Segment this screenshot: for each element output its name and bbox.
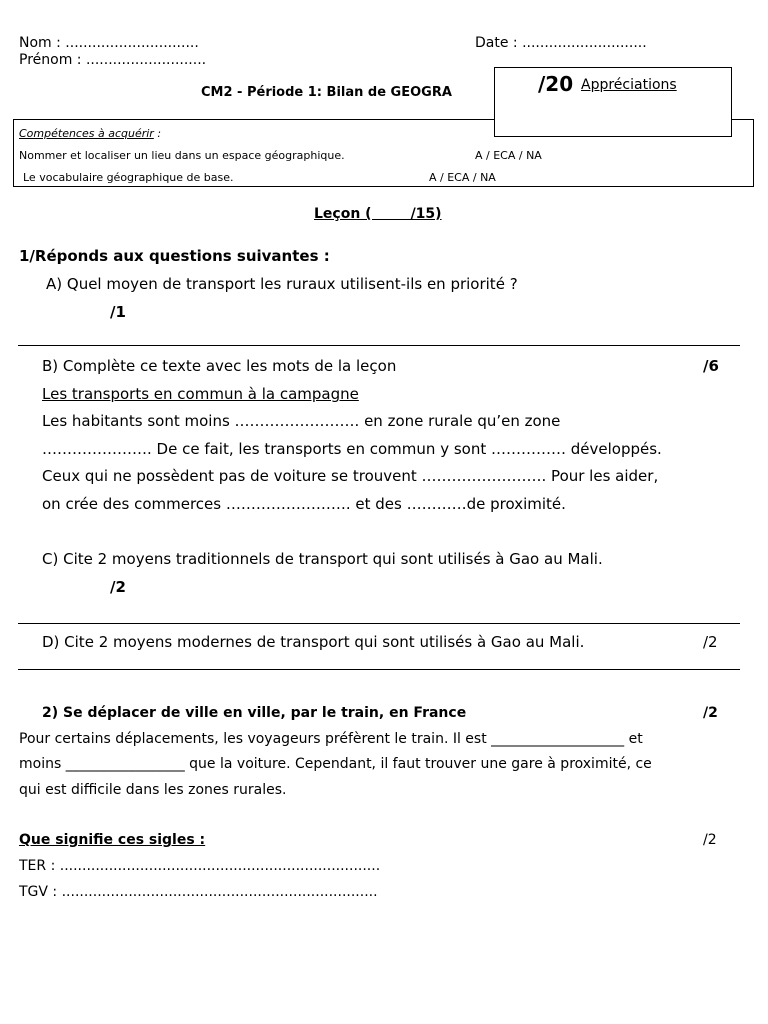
ter-field[interactable]: TER : ........................................................................	[19, 858, 381, 874]
page-title: CM2 - Période 1: Bilan de GEOGRA	[201, 85, 452, 100]
q1b-line-1: Les habitants sont moins ……………………. en zone rurale qu’en zone	[42, 412, 561, 430]
sigles-heading: Que signifie ces sigles :	[19, 832, 206, 848]
q1b-line-2: …………………. De ce fait, les transports en commun y sont …………… développés.	[42, 440, 662, 458]
q1d-text: D) Cite 2 moyens modernes de transport qui sont utilisés à Gao au Mali.	[42, 633, 585, 651]
name-field[interactable]: Nom : ..............................	[19, 35, 199, 51]
q1c-points: /2	[110, 578, 126, 596]
appreciations-label: Appréciations	[581, 77, 677, 93]
q1a-text: A) Quel moyen de transport les ruraux utilisent-ils en priorité ?	[46, 275, 518, 293]
competences-heading: Compétences à acquérir :	[19, 127, 162, 140]
competence-grade-1[interactable]: A / ECA / NA	[475, 149, 542, 162]
competence-item-1: Nommer et localiser un lieu dans un espace géographique.	[19, 149, 345, 162]
score-total: /20	[538, 72, 574, 96]
q2-line-2: moins _________________ que la voiture. Cependant, il faut trouver une gare à proximité, ce	[19, 756, 652, 772]
q1b-text: B) Complète ce texte avec les mots de la leçon	[42, 357, 397, 375]
q2-points: /2	[703, 705, 718, 721]
sigles-points: /2	[703, 832, 717, 848]
tgv-field[interactable]: TGV : .......................................................................	[19, 884, 378, 900]
q1b-line-3: Ceux qui ne possèdent pas de voiture se trouvent ……………………. Pour les aider,	[42, 467, 659, 485]
competence-grade-2[interactable]: A / ECA / NA	[429, 171, 496, 184]
q1b-subtitle: Les transports en commun à la campagne	[42, 385, 359, 403]
answer-line-c[interactable]	[18, 623, 740, 624]
firstname-field[interactable]: Prénom : ...........................	[19, 52, 207, 68]
q1b-points: /6	[703, 357, 719, 375]
q1b-line-4: on crée des commerces ……………………. et des …………de proximité.	[42, 495, 566, 513]
q2-heading: 2) Se déplacer de ville en ville, par le train, en France	[42, 705, 467, 721]
q2-line-3: qui est difficile dans les zones rurales.	[19, 782, 287, 798]
competence-item-2: Le vocabulaire géographique de base.	[23, 171, 234, 184]
q2-line-1: Pour certains déplacements, les voyageurs préfèrent le train. Il est ___________________ et	[19, 731, 643, 747]
answer-line-a[interactable]	[18, 345, 740, 346]
date-field[interactable]: Date : ............................	[475, 35, 647, 51]
answer-line-d[interactable]	[18, 669, 740, 670]
q1-heading: 1/Réponds aux questions suivantes :	[19, 247, 330, 265]
lecon-score: Leçon ( /15)	[314, 206, 442, 222]
q1d-points: /2	[703, 633, 718, 651]
q1c-text: C) Cite 2 moyens traditionnels de transport qui sont utilisés à Gao au Mali.	[42, 550, 603, 568]
q1a-points: /1	[110, 303, 126, 321]
